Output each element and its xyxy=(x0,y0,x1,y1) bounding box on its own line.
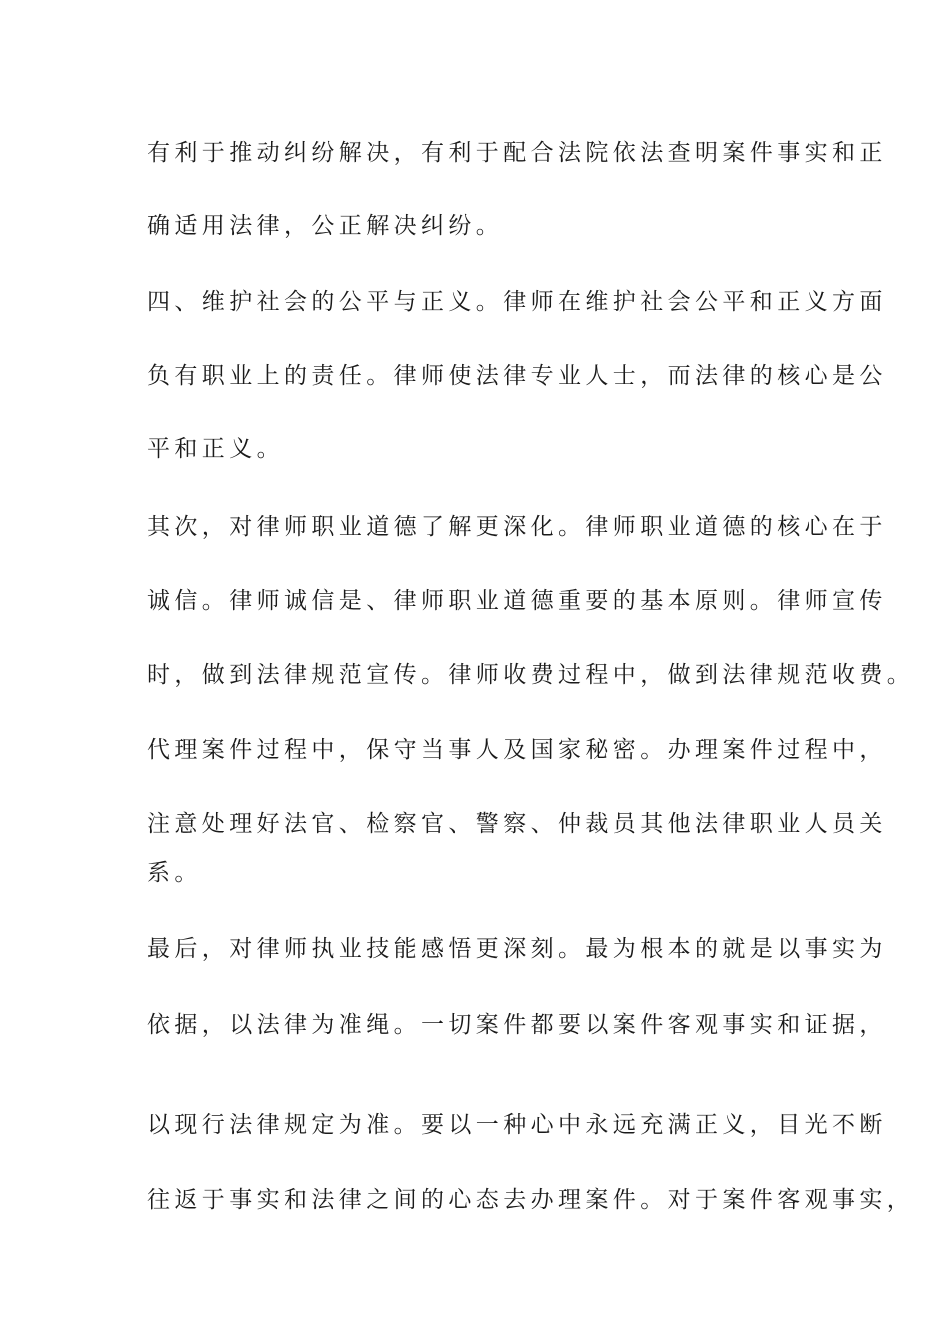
text-line: 四、维护社会的公平与正义。律师在维护社会公平和正义方面 xyxy=(147,289,887,315)
text-line: 注意处理好法官、检察官、警察、仲裁员其他法律职业人员关 xyxy=(147,811,887,837)
text-line: 其次，对律师职业道德了解更深化。律师职业道德的核心在于 xyxy=(147,514,887,540)
text-line: 最后，对律师执业技能感悟更深刻。最为根本的就是以事实为 xyxy=(147,936,887,962)
text-line: 代理案件过程中，保守当事人及国家秘密。办理案件过程中， xyxy=(147,737,887,763)
text-line: 依据，以法律为准绳。一切案件都要以案件客观事实和证据， xyxy=(147,1012,887,1038)
text-line: 时，做到法律规范宣传。律师收费过程中，做到法律规范收费。 xyxy=(147,662,915,688)
text-line: 系。 xyxy=(147,860,202,886)
text-line: 诚信。律师诚信是、律师职业道德重要的基本原则。律师宣传 xyxy=(147,588,887,614)
text-line: 有利于推动纠纷解决，有利于配合法院依法查明案件事实和正 xyxy=(147,140,887,166)
text-line: 往返于事实和法律之间的心态去办理案件。对于案件客观事实， xyxy=(147,1187,915,1213)
text-line: 负有职业上的责任。律师使法律专业人士，而法律的核心是公 xyxy=(147,363,887,389)
text-line: 确适用法律，公正解决纠纷。 xyxy=(147,213,504,239)
text-line: 平和正义。 xyxy=(147,436,284,462)
text-line: 以现行法律规定为准。要以一种心中永远充满正义，目光不断 xyxy=(147,1112,887,1138)
